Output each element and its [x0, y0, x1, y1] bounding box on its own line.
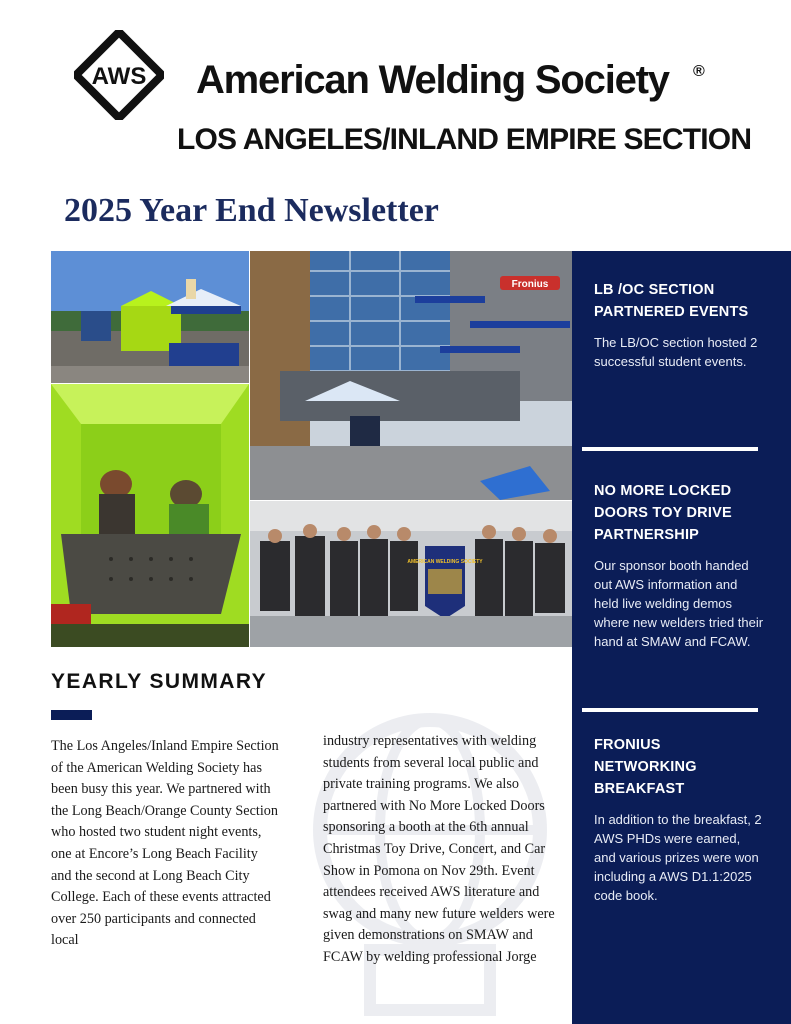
sidebar-block-lboc	[594, 279, 764, 371]
sidebar-body: In addition to the breakfast, 2 AWS PHDs were earned, and various prizes were won including a AWS D1.1:2025 code book.	[594, 812, 762, 903]
group-photo-with-banner	[250, 501, 572, 647]
yearly-summary-heading: YEARLY SUMMARY	[51, 670, 268, 693]
sidebar-body: Our sponsor booth handed out AWS information and held live welding demos where new welders tried their hand at SMAW and FCAW.	[594, 558, 764, 649]
logo-text: AWS	[91, 63, 147, 90]
outdoor-booth-tents-photo	[51, 251, 249, 383]
building-entrance-photo	[250, 251, 572, 500]
sidebar-block-fronius	[594, 734, 764, 905]
sidebar-divider	[582, 447, 758, 451]
aws-logo-icon	[74, 30, 164, 120]
registered-mark: ®	[693, 63, 705, 80]
sidebar-block-toy-drive	[594, 480, 764, 651]
sidebar-panel	[572, 251, 791, 1024]
sidebar-body: The LB/OC section hosted 2 successful student events.	[594, 335, 758, 369]
heading-accent-bar	[51, 710, 92, 720]
fronius-sign: Fronius	[511, 279, 549, 290]
banner-text: AMERICAN WELDING SOCIETY	[407, 559, 483, 565]
sidebar-heading: NO MORE LOCKED DOORS TOY DRIVE PARTNERSHIP	[594, 483, 732, 543]
summary-column-1: The Los Angeles/Inland Empire Section of the American Welding Society has been busy this year. We partnered with the Long Beach/Orange County Section who hosted two student night events, one at Encore’s Long Beach Facility and the second at Long Beach City College. Each of these events attracted over 250 participants and connected local	[51, 738, 279, 949]
sidebar-divider	[582, 708, 758, 712]
sidebar-heading: LB /OC SECTION PARTNERED EVENTS	[594, 282, 749, 320]
summary-column-2: industry representatives with welding students from several local public and private training programs. We also partnered with No More Locked Doors sponsoring a booth at the 6th annual Christmas Toy Drive, Concert, and Car Show in Pomona on Nov 29th. Event attendees received AWS literature and swag and many new future welders were given demonstrations on SMAW and FCAW by welding professional Jorge	[323, 733, 555, 965]
green-tent-welding-demo-photo	[51, 384, 249, 647]
org-name: American Welding Society	[196, 58, 669, 102]
photo-collage	[51, 251, 572, 647]
sidebar-heading: FRONIUS NETWORKING BREAKFAST	[594, 737, 697, 797]
newsletter-title: 2025 Year End Newsletter	[64, 192, 439, 229]
section-name: LOS ANGELES/INLAND EMPIRE SECTION	[177, 123, 752, 156]
